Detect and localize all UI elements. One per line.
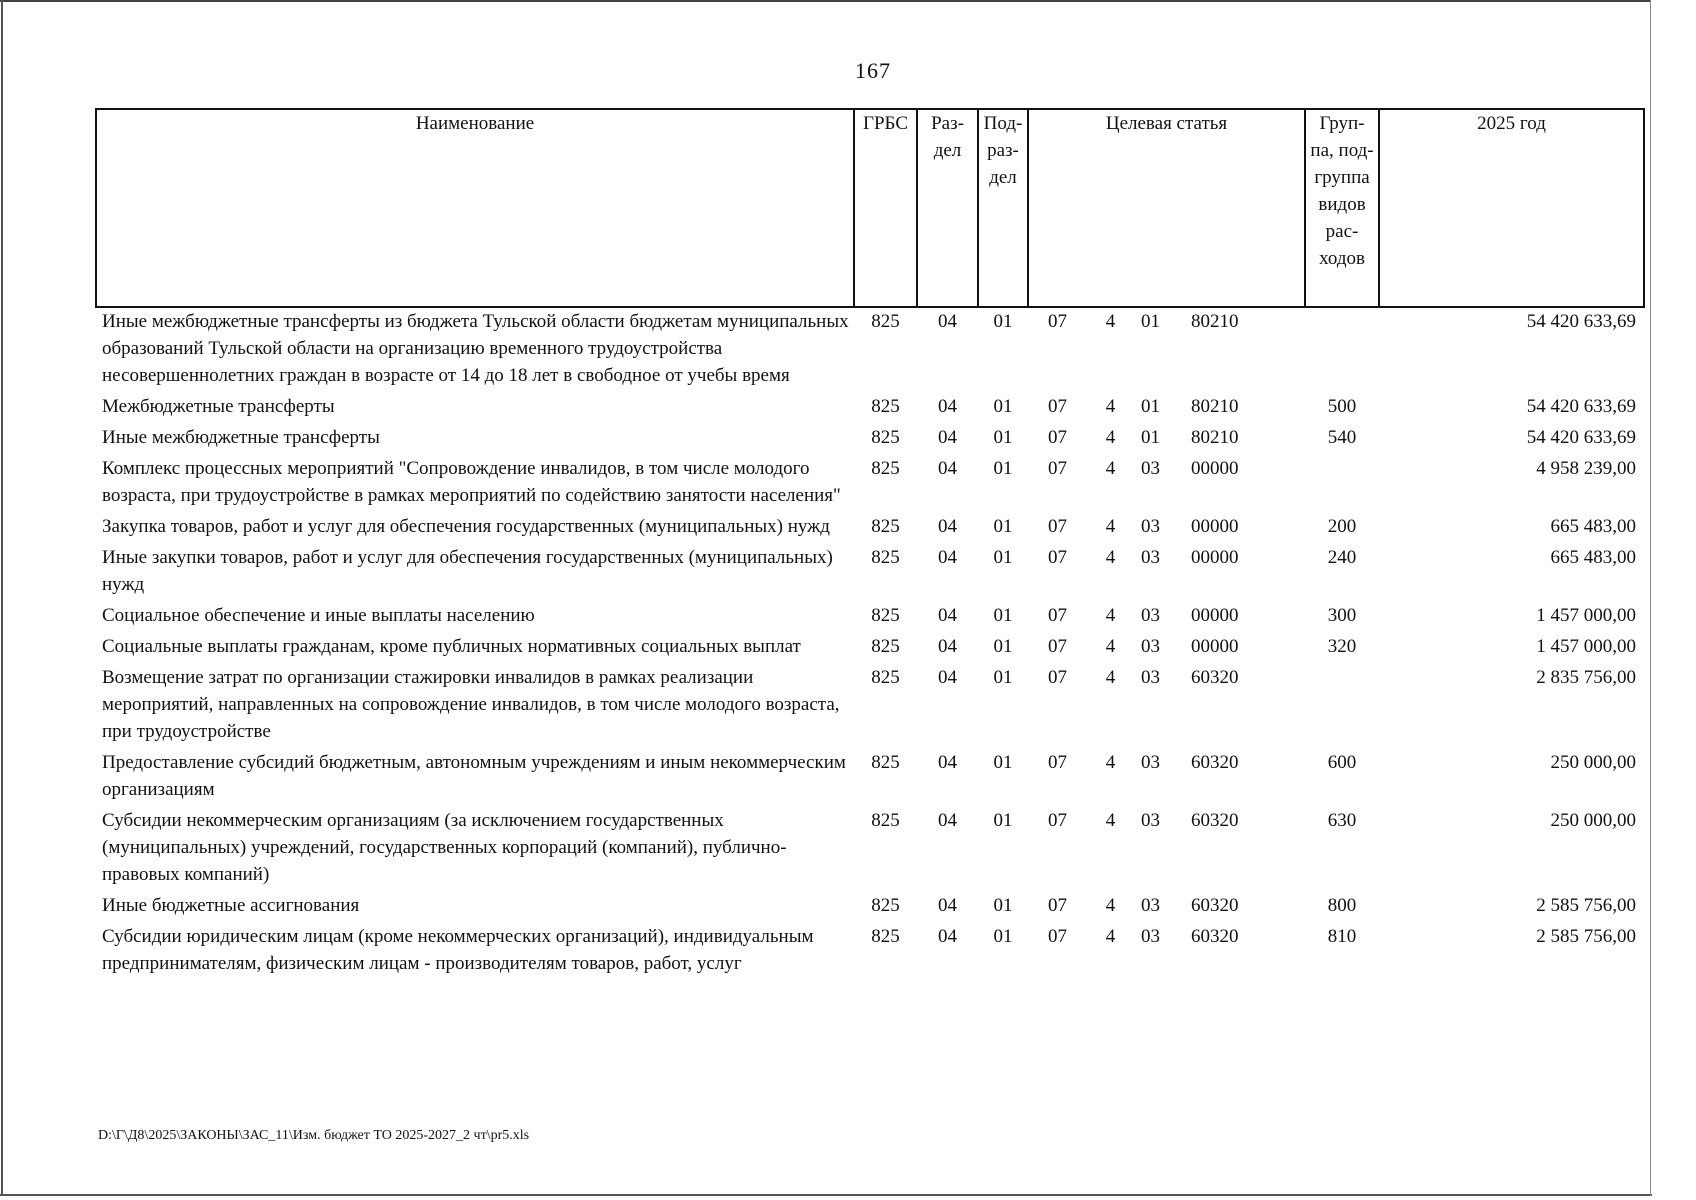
table-row [96,455,1644,513]
cell-podrazdel: 01 [993,458,1013,479]
cell-target-program: 07 [1048,396,1067,417]
table-row [96,807,1644,892]
cell-target-program: 07 [1048,311,1067,332]
cell-target-type: 4 [1105,547,1116,568]
cell-name: Иные межбюджетные трансферты из бюджета Тульской области бюджетам муниципальных образований Тульской области на организацию временного трудоустройства несовершеннолетних граждан в возрасте от 14 до 18 лет в свободное от учебы время [102,311,849,386]
header-grbs: ГРБС [854,109,917,307]
cell-target-direction: 60320 [1191,810,1239,831]
budget-table [95,108,1645,981]
cell-grbs: 825 [871,427,900,448]
cell-name: Межбюджетные трансферты [102,396,335,417]
cell-target-type: 4 [1105,636,1116,657]
table-header [96,109,1644,307]
cell-target-direction: 00000 [1191,605,1239,626]
cell-amount: 1 457 000,00 [1536,636,1637,657]
cell-target-direction: 80210 [1191,427,1239,448]
cell-razdel: 04 [938,926,957,947]
cell-podrazdel: 01 [993,810,1013,831]
cell-target-direction: 60320 [1191,752,1239,773]
cell-razdel: 04 [938,396,957,417]
cell-target-complex: 03 [1141,895,1160,916]
cell-target-type: 4 [1105,810,1116,831]
cell-grbs: 825 [871,667,900,688]
cell-amount: 665 483,00 [1550,516,1637,537]
page-frame-bottom [0,1194,1652,1196]
cell-target-complex: 01 [1141,396,1160,417]
cell-amount: 250 000,00 [1550,752,1637,773]
cell-podrazdel: 01 [993,926,1013,947]
cell-target-program: 07 [1048,810,1067,831]
cell-target-type: 4 [1105,516,1116,537]
cell-grbs: 825 [871,605,900,626]
cell-podrazdel: 01 [993,396,1013,417]
cell-razdel: 04 [938,752,957,773]
cell-name: Закупка товаров, работ и услуг для обеспечения государственных (муниципальных) нужд [102,516,830,537]
table-row [96,892,1644,923]
cell-target-complex: 03 [1141,926,1160,947]
cell-target-program: 07 [1048,605,1067,626]
cell-expense-group: 320 [1327,636,1357,657]
table-row [96,664,1644,749]
cell-target-direction: 80210 [1191,311,1239,332]
cell-grbs: 825 [871,396,900,417]
cell-razdel: 04 [938,895,957,916]
cell-target-complex: 01 [1141,311,1160,332]
cell-podrazdel: 01 [993,667,1013,688]
cell-name: Иные бюджетные ассигнования [102,895,360,916]
cell-expense-group: 500 [1327,396,1357,417]
cell-expense-group [1305,664,1379,749]
table-row [96,923,1644,981]
cell-target-complex: 03 [1141,810,1160,831]
header-name: Наименование [96,109,854,307]
table-row [96,307,1644,393]
table-row [96,424,1644,455]
page-frame-left [1,0,3,1195]
cell-target-type: 4 [1105,926,1116,947]
cell-name: Социальное обеспечение и иные выплаты населению [102,605,535,626]
cell-name: Комплекс процессных мероприятий "Сопровождение инвалидов, в том числе молодого возраста, при трудоустройстве в рамках мероприятий по содействию занятости населения" [102,458,841,506]
cell-target-program: 07 [1048,516,1067,537]
cell-target-direction: 60320 [1191,895,1239,916]
cell-grbs: 825 [871,810,900,831]
cell-name: Социальные выплаты гражданам, кроме публичных нормативных социальных выплат [102,636,801,657]
cell-target-program: 07 [1048,458,1067,479]
table-body [96,307,1644,981]
cell-podrazdel: 01 [993,895,1013,916]
table-row [96,544,1644,602]
cell-target-direction: 60320 [1191,667,1239,688]
cell-expense-group: 630 [1327,810,1357,831]
cell-razdel: 04 [938,516,957,537]
cell-target-direction: 00000 [1191,516,1239,537]
cell-grbs: 825 [871,636,900,657]
cell-target-complex: 03 [1141,458,1160,479]
page-frame-right [1650,0,1651,1196]
cell-target-type: 4 [1105,458,1116,479]
cell-amount: 250 000,00 [1550,810,1637,831]
cell-podrazdel: 01 [993,427,1013,448]
cell-name: Иные закупки товаров, работ и услуг для обеспечения государственных (муниципальных) нужд [102,547,833,595]
cell-razdel: 04 [938,810,957,831]
cell-amount: 54 420 633,69 [1526,396,1637,417]
table-row [96,602,1644,633]
cell-expense-group: 800 [1327,895,1357,916]
page-frame-top [0,0,1650,2]
cell-name: Предоставление субсидий бюджетным, автономным учреждениям и иным некоммерческим организациям [102,752,846,800]
cell-target-complex: 03 [1141,516,1160,537]
table-row [96,633,1644,664]
cell-expense-group: 200 [1327,516,1357,537]
header-podrazdel: Под- раз- дел [978,109,1028,307]
cell-razdel: 04 [938,636,957,657]
cell-grbs: 825 [871,895,900,916]
cell-target-direction: 00000 [1191,458,1239,479]
cell-amount: 2 835 756,00 [1536,667,1637,688]
cell-expense-group: 240 [1327,547,1357,568]
cell-target-complex: 03 [1141,752,1160,773]
cell-podrazdel: 01 [993,547,1013,568]
cell-amount: 2 585 756,00 [1536,895,1637,916]
cell-target-direction: 00000 [1191,636,1239,657]
table-row [96,749,1644,807]
table-row [96,393,1644,424]
cell-grbs: 825 [871,547,900,568]
cell-razdel: 04 [938,311,957,332]
cell-amount: 54 420 633,69 [1526,311,1637,332]
header-year-2025: 2025 год [1379,109,1644,307]
cell-grbs: 825 [871,311,900,332]
cell-target-complex: 03 [1141,605,1160,626]
cell-razdel: 04 [938,427,957,448]
cell-grbs: 825 [871,458,900,479]
header-expense-group: Груп- па, под- группа видов рас- ходов [1305,109,1379,307]
cell-expense-group: 540 [1327,427,1357,448]
cell-amount: 54 420 633,69 [1526,427,1637,448]
cell-target-type: 4 [1105,667,1116,688]
page-number: 167 [855,58,891,83]
cell-expense-group: 300 [1327,605,1357,626]
cell-name: Иные межбюджетные трансферты [102,427,380,448]
cell-amount: 4 958 239,00 [1536,458,1637,479]
cell-target-type: 4 [1105,311,1116,332]
cell-target-direction: 80210 [1191,396,1239,417]
cell-name: Субсидии некоммерческим организациям (за исключением государственных (муниципальных) учреждений, государственных корпораций (компаний), публично-правовых компаний) [102,810,787,885]
cell-target-type: 4 [1105,427,1116,448]
cell-target-type: 4 [1105,605,1116,626]
header-target-article: Целевая статья [1028,109,1305,307]
cell-target-complex: 01 [1141,427,1160,448]
cell-expense-group: 810 [1327,926,1357,947]
cell-target-direction: 00000 [1191,547,1239,568]
cell-target-type: 4 [1105,396,1116,417]
cell-target-direction: 60320 [1191,926,1239,947]
cell-podrazdel: 01 [993,516,1013,537]
cell-amount: 2 585 756,00 [1536,926,1637,947]
cell-name: Субсидии юридическим лицам (кроме некоммерческих организаций), индивидуальным предпринимателям, физическим лицам - производителям товаров, работ, услуг [102,926,814,974]
cell-amount: 1 457 000,00 [1536,605,1637,626]
cell-grbs: 825 [871,516,900,537]
cell-razdel: 04 [938,605,957,626]
cell-podrazdel: 01 [993,311,1013,332]
cell-expense-group: 600 [1327,752,1357,773]
cell-target-complex: 03 [1141,636,1160,657]
cell-target-program: 07 [1048,427,1067,448]
cell-expense-group [1305,307,1379,393]
cell-amount: 665 483,00 [1550,547,1637,568]
cell-target-complex: 03 [1141,667,1160,688]
cell-razdel: 04 [938,667,957,688]
cell-name: Возмещение затрат по организации стажировки инвалидов в рамках реализации мероприятий, направленных на сопровождение инвалидов, в том числе молодого возраста, при трудоустройстве [102,667,840,742]
cell-grbs: 825 [871,926,900,947]
cell-target-program: 07 [1048,895,1067,916]
header-razdel: Раз- дел [917,109,978,307]
cell-razdel: 04 [938,458,957,479]
cell-target-program: 07 [1048,752,1067,773]
cell-podrazdel: 01 [993,636,1013,657]
cell-razdel: 04 [938,547,957,568]
cell-podrazdel: 01 [993,605,1013,626]
cell-expense-group [1305,455,1379,513]
cell-target-type: 4 [1105,752,1116,773]
cell-target-program: 07 [1048,547,1067,568]
table-row [96,513,1644,544]
cell-target-program: 07 [1048,926,1067,947]
cell-podrazdel: 01 [993,752,1013,773]
cell-target-type: 4 [1105,895,1116,916]
cell-target-program: 07 [1048,636,1067,657]
cell-target-program: 07 [1048,667,1067,688]
cell-grbs: 825 [871,752,900,773]
cell-target-complex: 03 [1141,547,1160,568]
file-path-footer: D:\Г\Д8\2025\ЗАКОНЫ\ЗАС_11\Изм. бюджет ТО 2025-2027_2 чт\pr5.xls [98,1128,530,1143]
